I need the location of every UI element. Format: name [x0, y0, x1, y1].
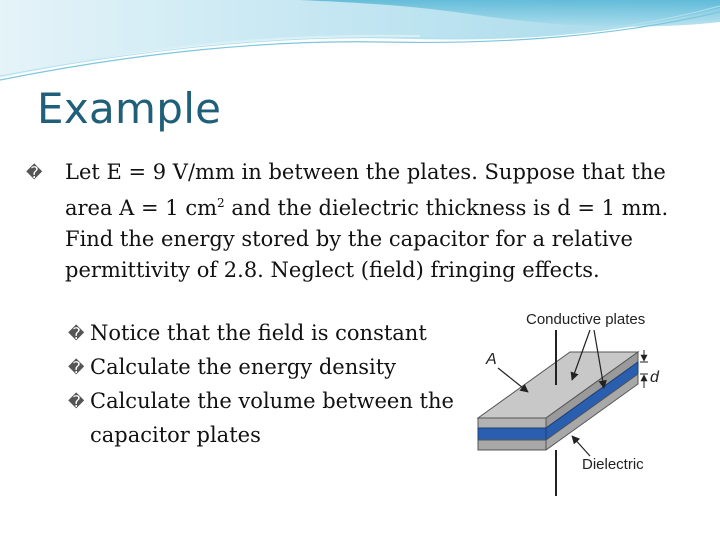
label-area: A	[486, 351, 497, 368]
sub-bullet-3	[68, 384, 460, 452]
capacitor-diagram	[470, 300, 700, 500]
sub-bullet-text: Notice that the field is constant	[90, 321, 427, 345]
sub-bullet-1	[68, 316, 470, 350]
main-bullet	[26, 157, 678, 286]
bullet-glyph: �	[68, 358, 85, 377]
bullet-glyph: �	[68, 392, 85, 411]
sub-bullet-text: Calculate the volume between the capacitor plates	[90, 389, 454, 447]
main-bullet-text	[38, 157, 678, 286]
label-conductive-plates: Conductive plates	[526, 311, 646, 328]
label-thickness: d	[650, 369, 659, 386]
main-bullet-part1: Let E = 9 V/mm in between the plates. Suppose that the area A = 1 cm	[65, 160, 666, 220]
main-bullet-part2: and the dielectric thickness is d = 1 mm. Find the energy stored by the capacitor for a relative permittivity of 2.8. Neglect (field) fringing effects.	[65, 196, 669, 282]
bullet-glyph: �	[26, 163, 43, 182]
slide-title: Example	[37, 84, 222, 133]
sub-bullet-text: Calculate the energy density	[90, 355, 397, 379]
main-bullet-superscript: 2	[217, 196, 225, 210]
sub-bullet-2	[68, 350, 470, 384]
label-dielectric: Dielectric	[582, 456, 644, 473]
bullet-glyph: �	[68, 324, 85, 343]
header-wave-decoration	[0, 0, 720, 90]
